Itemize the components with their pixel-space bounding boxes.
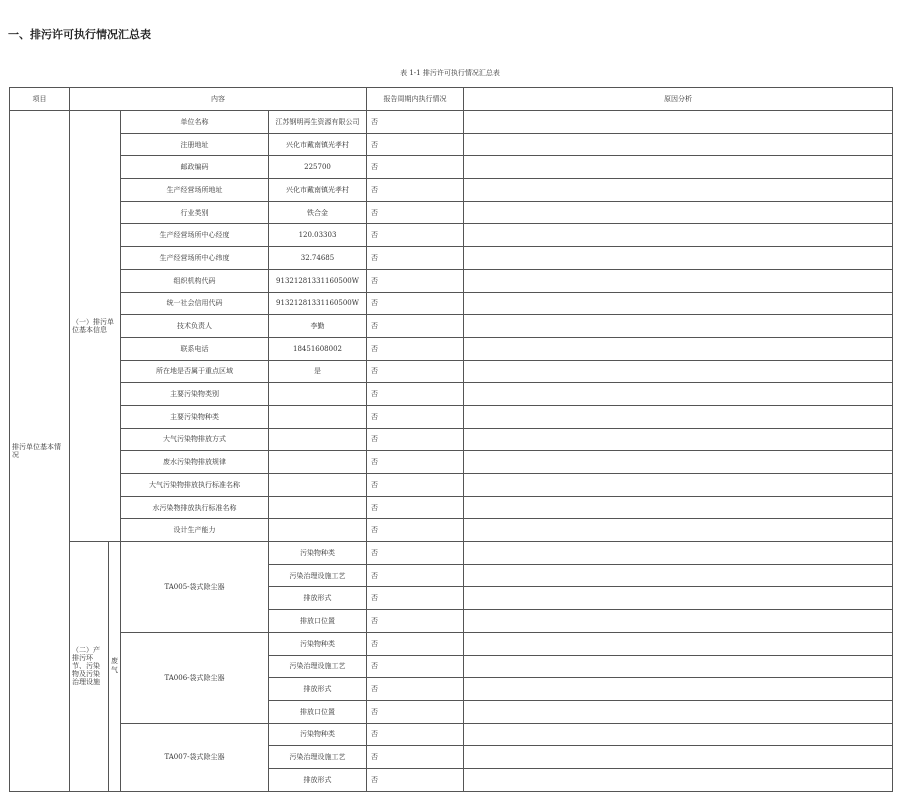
item-status: 否 bbox=[367, 201, 464, 224]
header-status: 报告周期内执行情况 bbox=[367, 88, 464, 111]
facility-item-label: 排放形式 bbox=[269, 768, 367, 791]
item-status: 否 bbox=[367, 383, 464, 406]
facility-item-reason bbox=[464, 587, 893, 610]
group-label-basic-info: （一）排污单位基本信息 bbox=[70, 111, 121, 542]
table-row bbox=[10, 451, 893, 474]
table-row bbox=[10, 383, 893, 406]
facility-item-label: 污染治理设施工艺 bbox=[269, 564, 367, 587]
item-value: 91321281331160500W bbox=[269, 292, 367, 315]
item-value bbox=[269, 405, 367, 428]
facility-name: TA006-袋式除尘器 bbox=[121, 632, 269, 723]
item-value: 91321281331160500W bbox=[269, 269, 367, 292]
table-row bbox=[10, 269, 893, 292]
item-reason bbox=[464, 133, 893, 156]
table-row bbox=[10, 247, 893, 270]
item-value bbox=[269, 428, 367, 451]
table-row bbox=[10, 179, 893, 202]
facility-name: TA007-袋式除尘器 bbox=[121, 723, 269, 791]
facility-item-status: 否 bbox=[367, 632, 464, 655]
item-label: 注册地址 bbox=[121, 133, 269, 156]
facility-item-label: 污染治理设施工艺 bbox=[269, 655, 367, 678]
item-label: 组织机构代码 bbox=[121, 269, 269, 292]
item-reason bbox=[464, 519, 893, 542]
table-row bbox=[10, 224, 893, 247]
item-value: 铁合金 bbox=[269, 201, 367, 224]
item-label: 技术负责人 bbox=[121, 315, 269, 338]
table-row bbox=[10, 405, 893, 428]
item-label: 单位名称 bbox=[121, 111, 269, 134]
item-value: 兴化市戴南镇光孝村 bbox=[269, 133, 367, 156]
table-row bbox=[10, 542, 893, 565]
facility-item-status: 否 bbox=[367, 587, 464, 610]
item-status: 否 bbox=[367, 405, 464, 428]
item-value: 225700 bbox=[269, 156, 367, 179]
facility-item-label: 污染物种类 bbox=[269, 542, 367, 565]
item-value bbox=[269, 451, 367, 474]
facility-item-reason bbox=[464, 746, 893, 769]
facility-item-reason bbox=[464, 564, 893, 587]
facility-item-status: 否 bbox=[367, 542, 464, 565]
item-value: 32.74685 bbox=[269, 247, 367, 270]
facility-item-label: 污染物种类 bbox=[269, 723, 367, 746]
item-label: 主要污染物种类 bbox=[121, 405, 269, 428]
item-reason bbox=[464, 360, 893, 383]
item-label: 水污染物排放执行标准名称 bbox=[121, 496, 269, 519]
table-row bbox=[10, 201, 893, 224]
item-label: 废水污染物排放规律 bbox=[121, 451, 269, 474]
item-label: 生产经营场所中心经度 bbox=[121, 224, 269, 247]
table-row bbox=[10, 496, 893, 519]
item-label: 生产经营场所地址 bbox=[121, 179, 269, 202]
table-row bbox=[10, 315, 893, 338]
item-status: 否 bbox=[367, 428, 464, 451]
item-status: 否 bbox=[367, 337, 464, 360]
item-value bbox=[269, 519, 367, 542]
item-reason bbox=[464, 496, 893, 519]
item-status: 否 bbox=[367, 133, 464, 156]
item-value: 兴化市戴南镇光孝村 bbox=[269, 179, 367, 202]
item-status: 否 bbox=[367, 224, 464, 247]
item-reason bbox=[464, 111, 893, 134]
facility-item-status: 否 bbox=[367, 723, 464, 746]
item-reason bbox=[464, 315, 893, 338]
item-reason bbox=[464, 179, 893, 202]
facility-item-status: 否 bbox=[367, 678, 464, 701]
section-heading: 一、排污许可执行情况汇总表 bbox=[8, 28, 151, 41]
item-label: 统一社会信用代码 bbox=[121, 292, 269, 315]
facility-item-reason bbox=[464, 542, 893, 565]
item-reason bbox=[464, 428, 893, 451]
item-reason bbox=[464, 405, 893, 428]
header-content: 内容 bbox=[70, 88, 367, 111]
item-value bbox=[269, 474, 367, 497]
item-label: 大气污染物排放方式 bbox=[121, 428, 269, 451]
table-row bbox=[10, 360, 893, 383]
table-header-row bbox=[10, 88, 893, 111]
item-label: 设计生产能力 bbox=[121, 519, 269, 542]
table-row bbox=[10, 428, 893, 451]
facility-item-reason bbox=[464, 632, 893, 655]
item-status: 否 bbox=[367, 247, 464, 270]
table-row bbox=[10, 519, 893, 542]
item-label: 所在地是否属于重点区域 bbox=[121, 360, 269, 383]
facility-item-reason bbox=[464, 723, 893, 746]
facility-item-label: 污染物种类 bbox=[269, 632, 367, 655]
item-reason bbox=[464, 269, 893, 292]
item-value: 18451608002 bbox=[269, 337, 367, 360]
facility-item-label: 排放口位置 bbox=[269, 700, 367, 723]
item-status: 否 bbox=[367, 519, 464, 542]
item-reason bbox=[464, 474, 893, 497]
facility-item-status: 否 bbox=[367, 610, 464, 633]
facility-item-reason bbox=[464, 678, 893, 701]
section-label: 排污单位基本情况 bbox=[10, 111, 70, 792]
item-value: 李勤 bbox=[269, 315, 367, 338]
item-status: 否 bbox=[367, 292, 464, 315]
table-row bbox=[10, 723, 893, 746]
item-reason bbox=[464, 224, 893, 247]
facility-item-reason bbox=[464, 655, 893, 678]
item-status: 否 bbox=[367, 179, 464, 202]
item-reason bbox=[464, 383, 893, 406]
pollutant-type-label: 废气 bbox=[109, 542, 121, 792]
item-label: 生产经营场所中心纬度 bbox=[121, 247, 269, 270]
item-status: 否 bbox=[367, 269, 464, 292]
group-label-pollution: （二）产排污环节、污染物及污染治理设施 bbox=[70, 542, 109, 792]
table-row bbox=[10, 133, 893, 156]
facility-item-label: 排放口位置 bbox=[269, 610, 367, 633]
item-reason bbox=[464, 156, 893, 179]
item-status: 否 bbox=[367, 156, 464, 179]
table-row bbox=[10, 632, 893, 655]
item-reason bbox=[464, 247, 893, 270]
facility-item-status: 否 bbox=[367, 700, 464, 723]
facility-item-status: 否 bbox=[367, 746, 464, 769]
header-reason: 原因分析 bbox=[464, 88, 893, 111]
item-value: 120.03303 bbox=[269, 224, 367, 247]
facility-item-label: 污染治理设施工艺 bbox=[269, 746, 367, 769]
item-label: 行业类别 bbox=[121, 201, 269, 224]
item-label: 主要污染物类别 bbox=[121, 383, 269, 406]
item-label: 邮政编码 bbox=[121, 156, 269, 179]
table-row bbox=[10, 474, 893, 497]
item-value bbox=[269, 496, 367, 519]
table-row bbox=[10, 337, 893, 360]
item-label: 联系电话 bbox=[121, 337, 269, 360]
item-status: 否 bbox=[367, 496, 464, 519]
table-row bbox=[10, 111, 893, 134]
item-status: 否 bbox=[367, 360, 464, 383]
table-row bbox=[10, 292, 893, 315]
permit-summary-table bbox=[9, 87, 893, 792]
facility-item-status: 否 bbox=[367, 655, 464, 678]
table-caption: 表 1-1 排污许可执行情况汇总表 bbox=[400, 69, 500, 77]
item-status: 否 bbox=[367, 111, 464, 134]
facility-item-status: 否 bbox=[367, 564, 464, 587]
facility-item-reason bbox=[464, 700, 893, 723]
facility-item-label: 排放形式 bbox=[269, 678, 367, 701]
facility-item-reason bbox=[464, 610, 893, 633]
item-status: 否 bbox=[367, 474, 464, 497]
facility-name: TA005-袋式除尘器 bbox=[121, 542, 269, 633]
item-value: 是 bbox=[269, 360, 367, 383]
item-status: 否 bbox=[367, 451, 464, 474]
item-status: 否 bbox=[367, 315, 464, 338]
item-reason bbox=[464, 451, 893, 474]
item-label: 大气污染物排放执行标准名称 bbox=[121, 474, 269, 497]
item-value: 江苏钢明再生资源有限公司 bbox=[269, 111, 367, 134]
facility-item-status: 否 bbox=[367, 768, 464, 791]
header-project: 项目 bbox=[10, 88, 70, 111]
item-reason bbox=[464, 292, 893, 315]
item-value bbox=[269, 383, 367, 406]
item-reason bbox=[464, 337, 893, 360]
table-row bbox=[10, 156, 893, 179]
facility-item-label: 排放形式 bbox=[269, 587, 367, 610]
item-reason bbox=[464, 201, 893, 224]
